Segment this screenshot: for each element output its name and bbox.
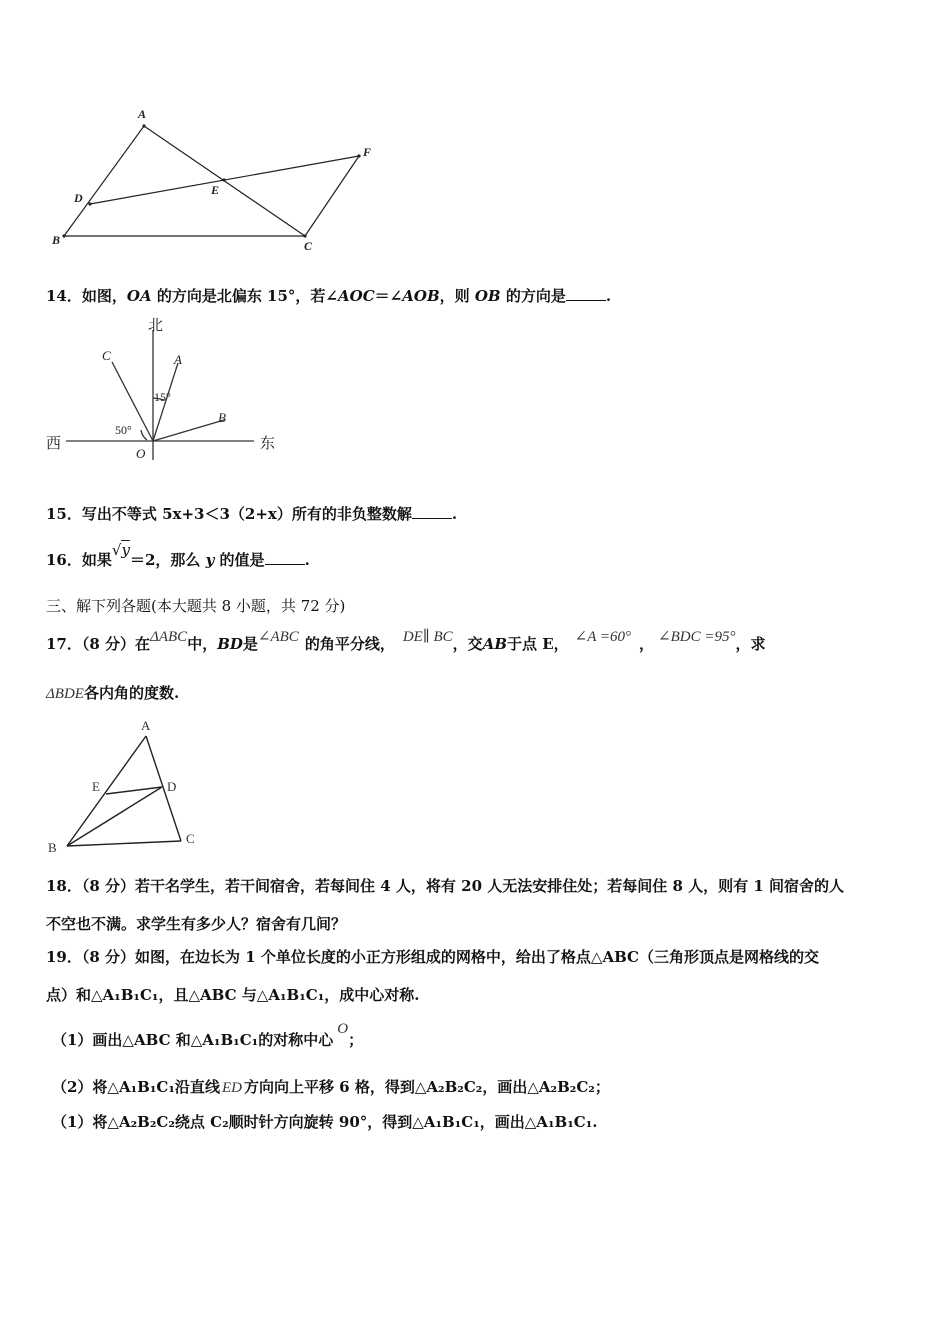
q14-oa: OA: [126, 287, 152, 305]
angle-bdc-95: ∠BDC =95°: [658, 629, 736, 645]
q14-text: 如图，: [81, 287, 127, 305]
label-E: E: [211, 183, 220, 197]
question-19: 19．（8 分）如图，在边长为 1 个单位长度的小正方形组成的网格中，给出了格点△ABC（三角形顶点是网格线的交: [46, 948, 819, 966]
label-A: A: [141, 718, 151, 733]
question-14: [46, 286, 611, 306]
answer-blank: [265, 550, 305, 565]
question-16: [46, 541, 310, 570]
question-19-part1: [52, 1021, 364, 1051]
question-19-line2: 点）和△A₁B₁C₁，且△ABC 与△A₁B₁C₁，成中心对称.: [46, 986, 420, 1004]
question-17-line2: [46, 683, 179, 704]
q17-comma: ，: [639, 635, 655, 653]
q14-text: 的方向是北偏东 15°，若∠: [151, 287, 338, 305]
figure-q13: [40, 100, 390, 260]
q17-text: 的角平分线，: [304, 635, 395, 653]
angle-15-label: 15°: [154, 390, 171, 404]
q17-text: ，交: [452, 635, 483, 653]
q14-number: 14．: [46, 287, 82, 305]
q16-text: ＝2，那么: [129, 551, 206, 569]
radicand: y: [121, 541, 130, 559]
de-parallel-bc: DE∥ BC: [402, 629, 453, 645]
q15-text: 写出不等式 5x+3＜3（2+x）所有的非负整数解: [81, 505, 412, 523]
question-18-line2: 不空也不满。求学生有多少人？宿舍有几间？: [46, 915, 347, 933]
q14-end: .: [605, 287, 612, 305]
q17-text: 是: [242, 635, 258, 653]
question-18: 18．（8 分）若干名学生，若干间宿舍，若每间住 4 人，将有 20 人无法安排住处；若每间住 8 人，则有 1 间宿舍的人: [46, 877, 845, 895]
sqrt-sign: √: [111, 541, 122, 559]
q16-text: 的值是: [214, 551, 265, 569]
q14-text: 的方向是: [500, 287, 566, 305]
q19-p1-text: （1）画出△ABC 和△A₁B₁C₁的对称中心: [52, 1031, 334, 1049]
question-19-part3: （1）将△A₂B₂C₂绕点 C₂顺时针方向旋转 90°，得到△A₁B₁C₁，画出△A₁B₁C₁.: [52, 1113, 598, 1131]
q14-ob: OB: [474, 287, 501, 305]
question-19-part2: [52, 1077, 610, 1098]
label-A: A: [138, 107, 147, 121]
label-E: E: [92, 779, 100, 794]
figure-q17: [40, 712, 220, 862]
label-B: B: [218, 410, 226, 425]
angle-50-label: 50°: [115, 423, 132, 437]
sqrt-y: [112, 541, 130, 559]
question-17: [46, 629, 766, 655]
q16-text: 如果: [81, 551, 112, 569]
q17-text: ，求: [735, 635, 766, 653]
label-C: C: [186, 831, 195, 846]
section-heading: 三、解下列各题(本大题共 8 小题，共 72 分): [46, 597, 346, 615]
q14-aob: AOB: [402, 287, 440, 305]
q14-text: ，则: [439, 287, 475, 305]
north-label: 北: [148, 318, 164, 334]
triangle-abc: ΔABC: [150, 629, 188, 645]
center-o: O: [337, 1021, 349, 1037]
q16-end: .: [304, 551, 310, 569]
q15-number: 15．: [46, 505, 82, 523]
q17-bd: BD: [217, 635, 243, 653]
label-D: D: [167, 779, 177, 794]
angle-abc: ∠ABC: [257, 629, 299, 645]
q16-number: 16．: [46, 551, 82, 569]
line-ed: ED: [221, 1080, 242, 1096]
q19-p2-text: 方向向上平移 6 格，得到△A₂B₂C₂，画出△A₂B₂C₂；: [243, 1078, 610, 1096]
label-F: F: [363, 145, 372, 159]
figure-q14: [40, 310, 300, 470]
q17-number: 17．（8 分）在: [46, 635, 151, 653]
label-O: O: [136, 446, 146, 461]
angle-a-60: ∠A =60°: [574, 629, 632, 645]
answer-blank: [412, 504, 452, 519]
q16-y: y: [205, 551, 215, 569]
q15-end: .: [451, 505, 458, 523]
answer-blank: [566, 286, 606, 301]
question-15: [46, 504, 457, 524]
q19-p1-end: ；: [348, 1031, 364, 1049]
q17-text: 于点 E，: [507, 635, 569, 653]
q14-aoc: AOC: [338, 287, 375, 305]
q17-text: 中，: [187, 635, 218, 653]
q17-text: 各内角的度数.: [83, 684, 180, 702]
label-A: A: [174, 352, 182, 367]
q19-p2-text: （2）将△A₁B₁C₁沿直线: [52, 1078, 220, 1096]
q17-ab: AB: [482, 635, 508, 653]
label-D: D: [74, 191, 83, 205]
triangle-bde: ΔBDE: [46, 686, 84, 702]
east-label: 东: [260, 436, 276, 452]
label-B: B: [52, 233, 61, 247]
q14-text: ＝∠: [374, 287, 403, 305]
west-label: 西: [46, 436, 62, 452]
label-B: B: [48, 840, 57, 855]
label-C: C: [102, 348, 111, 363]
label-C: C: [304, 239, 313, 253]
